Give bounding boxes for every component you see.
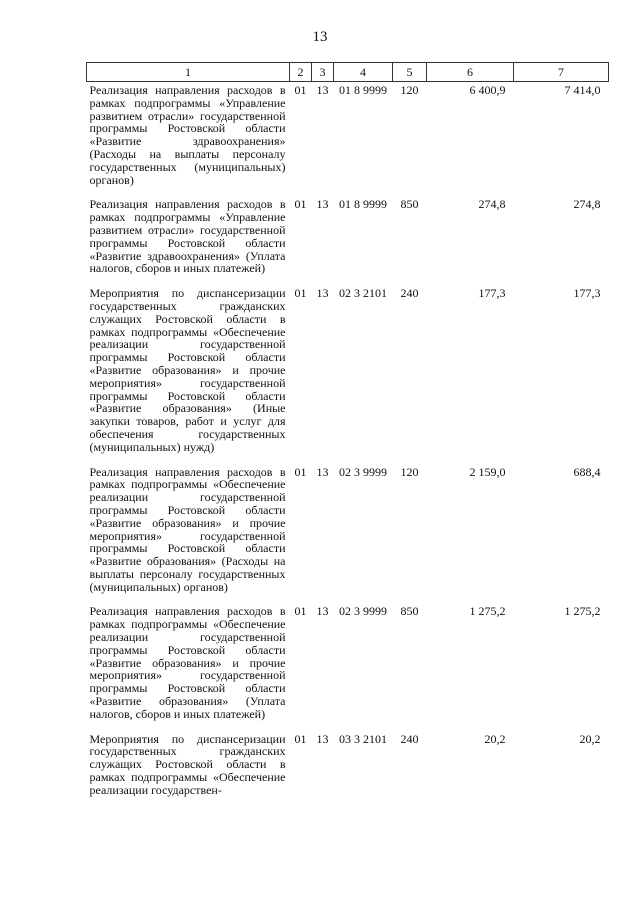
table-row [87, 603, 609, 730]
row-target-article: 02 3 9999 [339, 464, 387, 479]
table-row [87, 464, 609, 604]
row-amount-col7: 177,3 [573, 286, 601, 301]
row-expense-type: 120 [400, 464, 419, 479]
row-expense-type: 240 [400, 286, 419, 301]
row-target-article: 02 3 9999 [339, 604, 387, 619]
row-description: Реализация направления расходов в рамках подпрограммы «Обеспечение реализации государственной программы Ростовской области «Развитие образования» и прочие мероприятия» государственной программы Ростовской области «Развитие образования» (Расходы на выплаты персоналу государственных (муниципальных) органов) [89, 464, 286, 594]
row-description: Реализация направления расходов в рамках подпрограммы «Управление развитием отрасли» государственной программы Ростовской области «Развитие здравоохранения» (Уплата налогов, сборов и иных платежей) [89, 197, 286, 276]
row-expense-type: 120 [400, 83, 419, 97]
header-col-5: 5 [393, 63, 427, 82]
row-expense-type: 850 [400, 197, 419, 212]
row-section-code: 01 [294, 604, 307, 619]
row-amount-col6: 1 275,2 [469, 604, 506, 619]
row-amount-col6: 6 400,9 [469, 83, 506, 97]
row-amount-col7: 688,4 [573, 464, 601, 479]
page-number: 13 [312, 29, 328, 45]
row-description: Реализация направления расходов в рамках подпрограммы «Управление развитием отрасли» государственной программы Ростовской области «Развитие здравоохранения» (Расходы на выплаты персоналу государственных (муниципальных) органов) [89, 83, 286, 187]
row-section-code: 01 [294, 731, 307, 746]
row-target-article: 01 8 9999 [339, 83, 387, 97]
row-amount-col6: 274,8 [478, 197, 506, 212]
row-target-article: 01 8 9999 [339, 197, 387, 212]
header-col-7: 7 [514, 63, 609, 82]
header-col-3: 3 [312, 63, 334, 82]
header-col-6: 6 [427, 63, 514, 82]
row-subsection-code: 13 [316, 286, 329, 301]
row-target-article: 03 3 2101 [339, 731, 387, 746]
row-target-article: 02 3 2101 [339, 286, 387, 301]
row-section-code: 01 [294, 286, 307, 301]
row-subsection-code: 13 [316, 604, 329, 619]
row-amount-col6: 177,3 [478, 286, 506, 301]
row-section-code: 01 [294, 83, 307, 97]
row-subsection-code: 13 [316, 731, 329, 746]
header-col-1: 1 [87, 63, 290, 82]
table-row [87, 196, 609, 285]
table-row [87, 731, 609, 807]
row-amount-col7: 7 414,0 [564, 83, 601, 97]
budget-table [86, 62, 609, 807]
row-amount-col7: 1 275,2 [564, 604, 601, 619]
row-expense-type: 850 [400, 604, 419, 619]
row-amount-col7: 20,2 [579, 731, 601, 746]
row-amount-col6: 2 159,0 [469, 464, 506, 479]
row-section-code: 01 [294, 197, 307, 212]
header-col-4: 4 [334, 63, 393, 82]
table-row [87, 82, 609, 197]
row-subsection-code: 13 [316, 83, 329, 97]
row-description: Мероприятия по диспансеризации государственных гражданских служащих Ростовской области в рамках подпрограммы «Обеспечение реализации государствен- [89, 731, 286, 797]
row-amount-col7: 274,8 [573, 197, 601, 212]
row-amount-col6: 20,2 [484, 731, 506, 746]
row-description: Реализация направления расходов в рамках подпрограммы «Обеспечение реализации государственной программы Ростовской области «Развитие образования» и прочие мероприятия» государственной программы Ростовской области «Развитие образования» (Уплата налогов, сборов и иных платежей) [89, 604, 286, 721]
table-row [87, 285, 609, 463]
header-col-2: 2 [290, 63, 312, 82]
header-row [87, 63, 609, 82]
row-section-code: 01 [294, 464, 307, 479]
row-subsection-code: 13 [316, 464, 329, 479]
row-expense-type: 240 [400, 731, 419, 746]
row-subsection-code: 13 [316, 197, 329, 212]
row-description: Мероприятия по диспансеризации государственных гражданских служащих Ростовской области в рамках подпрограммы «Обеспечение реализации государственной программы Ростовской области «Развитие образования» и прочие мероприятия» государственной программы Ростовской области «Развитие образования» (Иные закупки товаров, работ и услуг для обеспечения государственных (муниципальных) нужд) [89, 286, 286, 454]
